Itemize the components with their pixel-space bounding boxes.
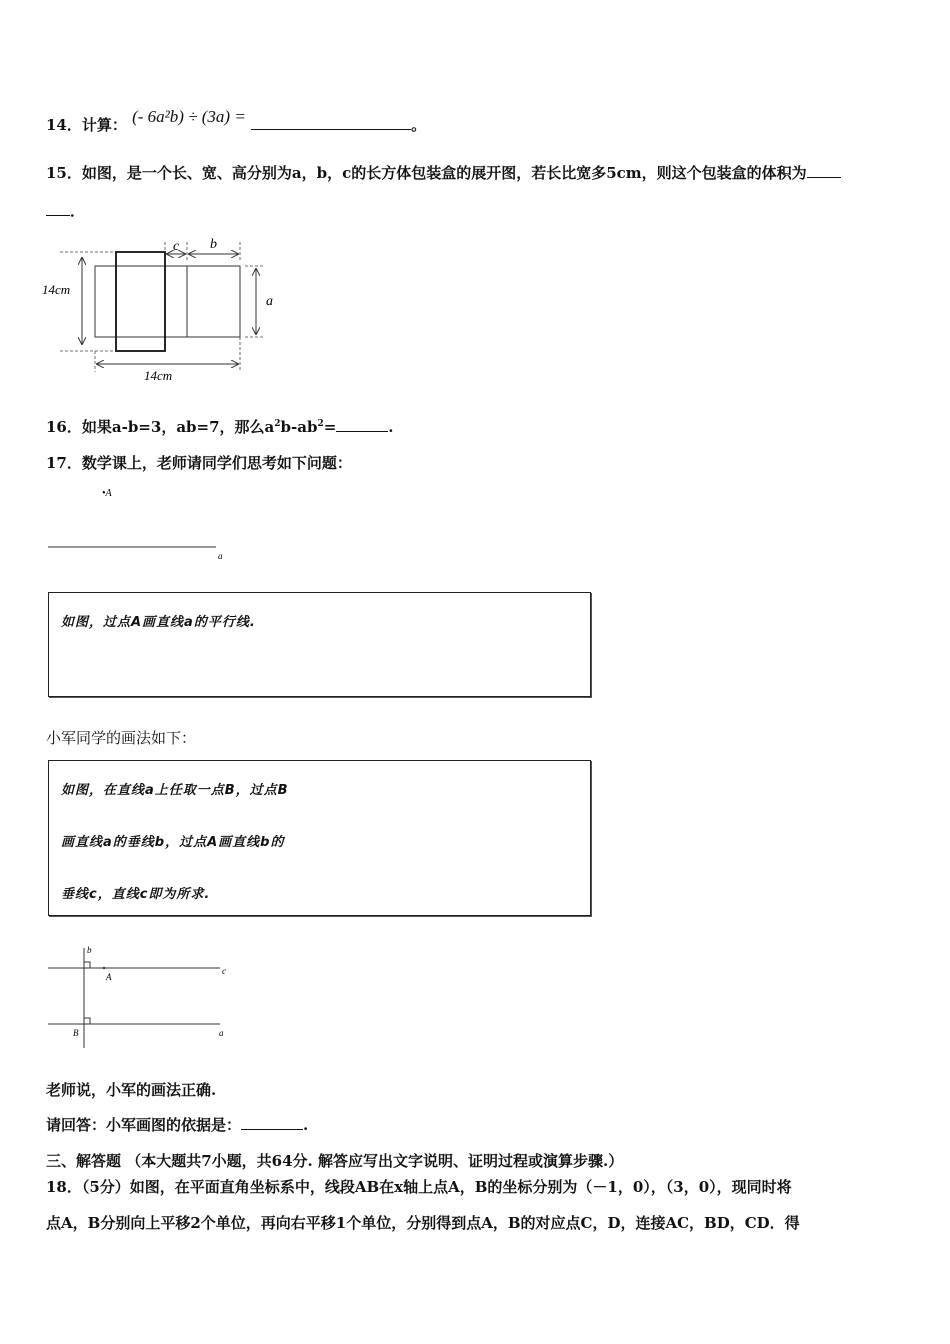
q14-answer-blank[interactable] <box>251 129 411 130</box>
method-line-2: 画直线a的垂线b，过点A画直线b的 <box>61 835 285 850</box>
method-line-1: 如图，在直线a上任取一点B，过点B <box>61 783 289 798</box>
q16-end: . <box>388 418 394 436</box>
label-c: c <box>173 239 180 254</box>
box-net-figure <box>40 232 280 387</box>
q17-figure-2 <box>46 942 246 1052</box>
fig2-label-A: A <box>106 972 112 982</box>
q16-sup-1: 2 <box>274 419 281 429</box>
point-A: •A <box>102 488 112 499</box>
q17-ask-end: . <box>303 1116 309 1134</box>
q16-text-3: = <box>323 418 337 436</box>
q15-answer-blank-2[interactable] <box>46 215 70 216</box>
question-18-line1: 18．（5分）如图，在平面直角坐标系中，线段AB在x轴上点A，B的坐标分别为（－1，0），（3，0），现同时将 <box>46 1178 792 1196</box>
question-18-line2: 点A，B分别向上平移2个单位，再向右平移1个单位，分别得到点A，B的对应点C，D，连接AC，BD，CD．得 <box>46 1214 800 1232</box>
q14-expression: (- 6a²b) ÷ (3a) = <box>132 107 246 126</box>
fig2-label-c: c <box>222 966 226 976</box>
q17-ask <box>46 1114 308 1135</box>
question-17-title: 17．数学课上，老师请同学们思考如下问题： <box>46 454 352 472</box>
q16-text-2: b-ab <box>280 418 318 436</box>
fig2-label-B: B <box>73 1028 79 1038</box>
label-height-14cm: 14cm <box>42 282 71 297</box>
question-15-line1 <box>46 162 841 183</box>
q16-sup-2: 2 <box>317 419 324 429</box>
method-box <box>48 760 591 916</box>
fig2-label-b: b <box>87 945 92 955</box>
q15-end: ． <box>70 202 86 220</box>
q17-answer-blank[interactable] <box>241 1129 303 1130</box>
problem-text: 如图，过点A画直线a的平行线. <box>61 615 256 630</box>
problem-box <box>48 592 591 697</box>
box-net-face <box>116 252 165 351</box>
label-width-14cm: 14cm <box>144 368 173 383</box>
q16-text-1: 16．如果a-b=3，ab=7，那么a <box>46 418 275 436</box>
method-line-3: 垂线c，直线c即为所求. <box>61 887 211 902</box>
teacher-comment: 老师说，小军的画法正确. <box>46 1081 217 1099</box>
question-16 <box>46 416 394 437</box>
q17-figure-1 <box>46 482 246 567</box>
q14-end: 。 <box>411 116 427 134</box>
q14-prefix: 14．计算： <box>46 116 127 134</box>
q15-text: 15．如图，是一个长、宽、高分别为a，b，c的长方体包装盒的展开图，若长比宽多5cm，则这个包装盒的体积为 <box>46 164 807 182</box>
question-15-line2 <box>46 200 85 221</box>
q16-answer-blank[interactable] <box>336 431 388 432</box>
q17-ask-text: 请回答：小军画图的依据是： <box>46 1116 242 1134</box>
method-intro: 小军同学的画法如下： <box>46 729 197 747</box>
fig2-label-a: a <box>219 1028 224 1038</box>
q15-answer-blank-1[interactable] <box>807 177 841 178</box>
label-b: b <box>210 237 217 252</box>
line-a-label: a <box>218 551 223 561</box>
label-a: a <box>266 294 273 309</box>
question-14 <box>46 107 427 135</box>
section-3-title: 三、解答题 （本大题共7小题，共64分. 解答应写出文字说明、证明过程或演算步骤.） <box>46 1152 624 1170</box>
